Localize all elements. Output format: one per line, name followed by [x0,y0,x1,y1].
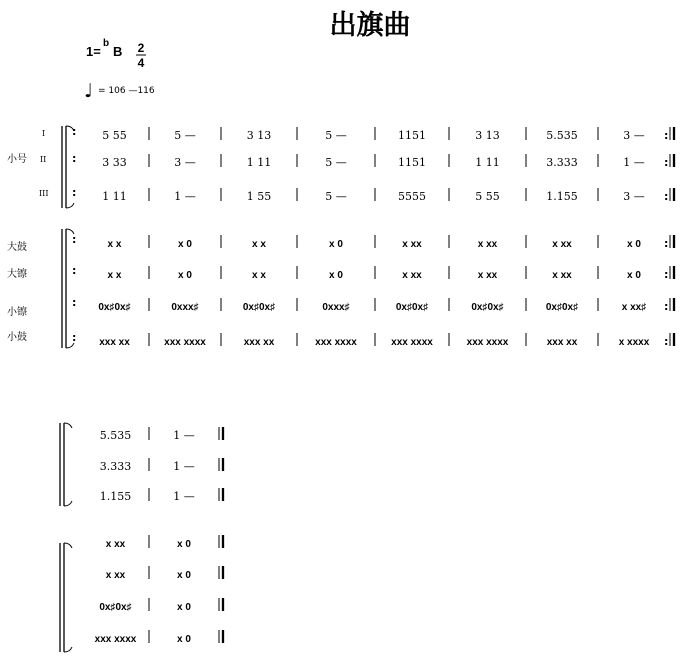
measure-notes: 5 — [325,190,347,203]
measure-notes: 1 55 [246,190,272,203]
repeat-end: : [664,156,669,169]
measure-notes: xxx xx [546,337,578,348]
tempo-marking [84,80,155,102]
measure-notes: 1 — [173,460,195,473]
repeat-end: : [664,268,669,281]
measure-notes: xxx xxxx [94,634,137,645]
measure-notes: 3.333 [99,460,132,473]
measure-notes: 1151 [398,156,426,169]
measure-notes: 5.535 [99,429,132,442]
measure-notes: x 0 [329,270,343,281]
time-top: 2 [137,41,145,55]
measure-notes: 5.535 [546,129,578,142]
trumpet-part-I-label: I [42,129,46,138]
measure-notes: 1 — [623,156,645,169]
bass-drum-label: 大鼓 [7,242,27,253]
measure-notes: x xx [105,539,126,550]
measure-notes: x xx [477,270,498,281]
measure-notes: x 0 [178,270,192,281]
repeat-start: : [72,186,77,199]
repeat-start: : [72,233,77,246]
time-signature [136,41,146,70]
repeat-end: : [664,237,669,250]
measure-notes: x x [252,239,266,250]
measure-notes: 0x♯0x♯ [545,302,579,313]
measure-notes: 1 — [174,190,196,203]
measure-notes: 3 13 [246,129,272,142]
score-title: 出旗曲 [329,10,411,41]
key-signature [86,38,122,59]
repeat-end: : [664,335,669,348]
percussion-brace-final-cap-bottom [64,647,72,652]
measure-notes: 1 11 [102,190,127,203]
snare-drum-label: 小鼓 [7,332,27,343]
measure-notes: x 0 [177,634,191,645]
trumpet-brace-cap-bottom [66,203,74,208]
measure-notes: xxx xxxx [164,337,206,348]
trumpet-part-II-label: II [40,155,47,164]
measure-notes: 0x♯0x♯ [395,302,429,313]
measure-notes: x xx♯ [621,302,647,313]
measure-notes: 1151 [398,129,426,142]
measure-notes: x xxxx [618,337,650,348]
measure-notes: x 0 [627,270,641,281]
small-cymbal-label: 小镲 [7,307,27,318]
measure-notes: 5 55 [102,129,127,142]
measure-notes: xxx xxxx [315,337,357,348]
trumpet-group-label: 小号 [7,154,27,165]
repeat-start: : [72,125,77,138]
measure-notes: 1 — [173,429,195,442]
measure-notes: 3 — [174,156,196,169]
quarter-note-icon: ♩ [84,80,93,102]
measure-notes: x xx [477,239,498,250]
measure-notes: 0xxx♯ [322,302,350,313]
key-prefix: 1= [86,44,101,59]
measure-notes: x 0 [177,602,191,613]
measure-notes: 5 — [174,129,196,142]
measure-notes: 1 11 [246,156,272,169]
measure-notes: xxx xxxx [391,337,433,348]
percussion-brace-final [60,543,72,652]
measure-notes: 0x♯0x♯ [242,302,276,313]
measure-notes: x 0 [178,239,192,250]
measure-notes: 5 55 [475,190,500,203]
measure-notes: 0x♯0x♯ [99,602,132,613]
measure-notes: 5 — [325,129,347,142]
percussion-brace-final-cap-top [64,543,72,548]
trumpet-brace-final [60,423,72,506]
measure-notes: 3.333 [546,156,578,169]
large-cymbal-label: 大镲 [7,269,27,280]
repeat-start: : [72,296,77,309]
measure-notes: 0x♯0x♯ [98,302,131,313]
repeat-end: : [664,129,669,142]
key-flat: b [103,38,110,49]
measure-notes: xxx xx [243,337,275,348]
measure-notes: x 0 [329,239,343,250]
measure-notes: x xx [402,239,422,250]
measure-notes: 1 11 [475,156,500,169]
measure-notes: x 0 [177,539,191,550]
measure-notes: x x [252,270,266,281]
measure-notes: 1.155 [546,190,578,203]
tempo-text: = 106 —116 [98,86,155,96]
repeat-end: : [664,300,669,313]
repeat-start: : [72,152,77,165]
measure-notes: 0xxx♯ [171,302,199,313]
measure-notes: 0x♯0x♯ [471,302,504,313]
measure-notes: x 0 [177,570,191,581]
measure-notes: 3 33 [102,156,127,169]
measure-notes: x xx [105,570,126,581]
measure-notes: 3 — [623,129,645,142]
measure-notes: 5 — [325,156,347,169]
measure-notes: x 0 [627,239,641,250]
measure-notes: x xx [552,270,572,281]
trumpet-part-III-label: III [39,189,49,198]
measure-notes: 5555 [398,190,426,203]
measure-notes: 1 — [173,490,195,503]
measure-notes: x x [107,270,122,281]
measure-notes: xxx xx [99,337,130,348]
trumpet-brace-final-cap-top [64,423,72,428]
trumpet-brace-final-cap-bottom [64,501,72,506]
score-body [60,125,674,652]
repeat-start: : [72,331,77,344]
time-bottom: 4 [137,56,145,70]
measure-notes: x xx [402,270,422,281]
measure-notes: x xx [552,239,572,250]
repeat-start: : [72,264,77,277]
repeat-end: : [664,190,669,203]
measure-notes: xxx xxxx [466,337,509,348]
measure-notes: 3 13 [475,129,500,142]
measure-notes: 3 — [623,190,645,203]
key-note: B [113,44,123,59]
measure-notes: 1.155 [99,490,132,503]
measure-notes: x x [107,239,122,250]
